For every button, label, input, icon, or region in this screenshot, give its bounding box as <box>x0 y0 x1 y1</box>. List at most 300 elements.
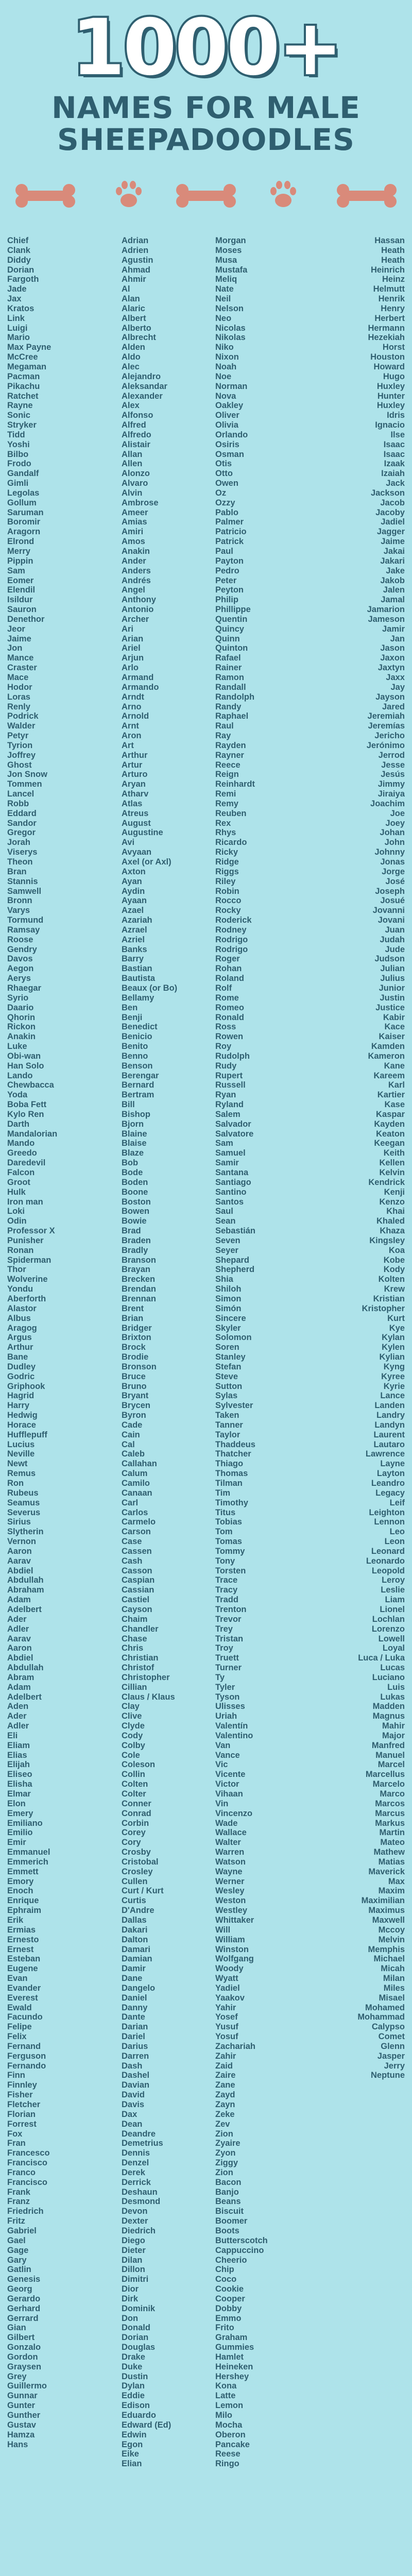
name-item: Rocco <box>215 896 242 906</box>
name-item: Allan <box>122 449 143 459</box>
name-item: Leslie <box>381 1585 405 1595</box>
name-item: Theon <box>7 857 33 867</box>
name-item: Ewald <box>7 2003 32 2012</box>
name-item: Khai <box>386 1207 405 1216</box>
name-item: Brendan <box>122 1284 156 1294</box>
name-item: Falcon <box>7 1168 35 1177</box>
name-item: Amiri <box>122 527 144 537</box>
name-item: Diddy <box>7 255 31 265</box>
name-item: Anakin <box>7 1032 36 1042</box>
name-item: Clyde <box>122 1721 145 1731</box>
name-item: Brent <box>122 1303 144 1313</box>
name-item: Zyaire <box>215 2139 241 2148</box>
name-item: Benji <box>122 1012 143 1022</box>
name-item: Samuel <box>215 1148 246 1158</box>
name-item: Adler <box>7 1624 29 1634</box>
name-item: Kartier <box>377 1090 405 1100</box>
name-item: Quinn <box>215 634 240 643</box>
name-item: Cash <box>122 1556 143 1566</box>
name-item: Egon <box>122 2439 143 2449</box>
name-item: Ader <box>7 1711 27 1721</box>
name-item: Graham <box>215 2333 248 2343</box>
name-item: Tommy <box>215 1546 245 1556</box>
name-item: Ari <box>122 624 133 634</box>
name-item: Braden <box>122 1235 151 1245</box>
name-item: Simon <box>215 1294 242 1303</box>
name-item: Kristian <box>373 1294 405 1303</box>
name-item: Daredevil <box>7 1158 46 1168</box>
name-item: Camilo <box>122 1479 150 1488</box>
name-item: Solomon <box>215 1333 252 1343</box>
name-item: Conner <box>122 1799 151 1808</box>
header <box>0 0 412 232</box>
name-item: Karl <box>388 1080 405 1090</box>
name-item: Reese <box>215 2449 241 2459</box>
name-item: Tobias <box>215 1517 242 1527</box>
name-item: Neptune <box>371 2071 405 2080</box>
name-item: Ratchet <box>7 391 39 401</box>
paw-icon <box>269 179 298 210</box>
name-item: Harry <box>7 1401 30 1411</box>
name-item: Adam <box>7 1682 31 1692</box>
name-item: Gabriel <box>7 2226 37 2235</box>
name-item: Seyer <box>215 1245 238 1255</box>
name-item: Calum <box>122 1469 148 1479</box>
name-item: Lucius <box>7 1439 35 1449</box>
name-item: Alistair <box>122 439 150 449</box>
name-item: Graysen <box>7 2362 42 2371</box>
name-item: John <box>384 838 405 848</box>
name-item: Anthony <box>122 595 156 605</box>
name-item: Craster <box>7 663 37 673</box>
name-item: Valentino <box>215 1731 253 1740</box>
name-item: Jerrod <box>378 750 405 760</box>
name-item: Axton <box>122 867 146 876</box>
name-item: Angel <box>122 585 145 595</box>
name-item: Lautaro <box>373 1439 405 1449</box>
name-item: Lando <box>7 1071 33 1080</box>
name-item: Eomer <box>7 575 34 585</box>
name-item: Kurt <box>387 1313 405 1323</box>
name-item: Ringo <box>215 2459 239 2469</box>
name-item: Remi <box>215 789 236 799</box>
name-item: Kyree <box>381 1371 405 1381</box>
name-item: Palmer <box>215 517 244 527</box>
name-item: Alan <box>122 294 140 304</box>
name-item: Elmar <box>7 1789 31 1799</box>
name-item: Salvador <box>215 1119 251 1129</box>
name-item: Kylo Ren <box>7 1109 44 1119</box>
name-item: Gunter <box>7 2401 36 2411</box>
name-item: Gordon <box>7 2352 38 2362</box>
name-item: Bane <box>7 1352 28 1362</box>
name-item: Aerys <box>7 974 31 984</box>
name-item: Alejandro <box>122 371 161 381</box>
name-item: Miles <box>383 1983 405 1993</box>
name-item: Davis <box>122 2100 145 2109</box>
name-item: Brennan <box>122 1294 156 1303</box>
name-item: Jade <box>7 284 27 294</box>
name-item: Mohammad <box>357 2012 405 2022</box>
name-item: Ameer <box>122 507 148 517</box>
name-item: Megaman <box>7 362 47 371</box>
name-item: Abraham <box>7 1585 44 1595</box>
name-item: Abdiel <box>7 1566 33 1575</box>
name-item: Qhorin <box>7 1012 36 1022</box>
name-item: Kaiser <box>379 1032 405 1042</box>
name-item: Damari <box>122 1944 150 1954</box>
name-item: Quincy <box>215 624 244 634</box>
name-item: Musa <box>215 255 237 265</box>
name-item: Yosef <box>215 2012 238 2022</box>
name-item: Vincenzo <box>215 1808 253 1818</box>
name-item: Shiloh <box>215 1284 242 1294</box>
name-item: Ariel <box>122 643 141 653</box>
name-item: Mandalorian <box>7 1129 58 1139</box>
name-item: Abram <box>7 1672 35 1682</box>
name-item: Fisher <box>7 2090 33 2100</box>
name-item: Dash <box>122 2061 143 2071</box>
name-item: Trey <box>215 1624 233 1634</box>
name-item: Byron <box>122 1411 146 1420</box>
name-item: Aegon <box>7 964 34 974</box>
name-item: Augustine <box>122 828 163 838</box>
name-item: Jason <box>380 643 405 653</box>
name-item: Taken <box>215 1411 239 1420</box>
name-item: Azael <box>122 906 144 916</box>
name-item: Rayner <box>215 750 244 760</box>
name-item: Beaux (or Bo) <box>122 983 178 993</box>
name-item: Douglas <box>122 2343 156 2352</box>
name-item: Everest <box>7 1993 38 2003</box>
name-item: Dax <box>122 2109 138 2119</box>
name-item: Dennis <box>122 2148 150 2158</box>
name-item: Aberforth <box>7 1294 46 1303</box>
name-item: Fernando <box>7 2061 46 2071</box>
name-item: Isaac <box>383 439 405 449</box>
name-item: Meliq <box>215 275 237 284</box>
name-item: Torsten <box>215 1566 246 1575</box>
name-item: José <box>385 876 405 886</box>
name-item: Facundo <box>7 2012 43 2022</box>
name-item: Chandler <box>122 1624 159 1634</box>
name-item: Drake <box>122 2352 145 2362</box>
name-item: Brian <box>122 1313 144 1323</box>
names-column-3 <box>207 236 305 2576</box>
name-item: Felipe <box>7 2022 32 2032</box>
name-item: Sincere <box>215 1313 246 1323</box>
decoration-row <box>0 173 412 214</box>
name-item: Felix <box>7 2032 27 2042</box>
name-item: Samwell <box>7 886 42 896</box>
name-item: Cullen <box>122 1876 148 1886</box>
name-item: Branson <box>122 1255 156 1265</box>
name-item: Peter <box>215 575 237 585</box>
name-item: Maxim <box>378 1886 405 1896</box>
name-item: Alex <box>122 401 140 411</box>
name-item: Hezekiah <box>368 333 405 343</box>
name-item: Elon <box>7 1799 26 1808</box>
name-item: Loras <box>7 692 30 702</box>
name-item: Warren <box>215 1848 245 1857</box>
name-item: Sylvester <box>215 1401 253 1411</box>
name-item: Remy <box>215 799 238 808</box>
name-item: Neo <box>215 313 232 323</box>
name-item: Aaron <box>7 1546 32 1556</box>
name-item: Francisco <box>7 2158 47 2168</box>
name-item: Randall <box>215 682 246 692</box>
name-item: Daniel <box>122 1993 147 2003</box>
name-item: Legacy <box>375 1488 405 1498</box>
name-item: Zaid <box>215 2061 233 2071</box>
name-item: Pedro <box>215 566 239 575</box>
name-item: Professor X <box>7 1226 55 1236</box>
name-item: Tracy <box>215 1585 238 1595</box>
name-item: Denethor <box>7 614 45 624</box>
subtitle-line-1: NAMES FOR MALE <box>52 90 360 125</box>
name-item: Leighton <box>369 1507 405 1517</box>
name-item: Shepard <box>215 1255 250 1265</box>
name-item: Franz <box>7 2197 30 2207</box>
name-item: Peyton <box>215 585 244 595</box>
name-item: Sutton <box>215 1381 243 1391</box>
name-item: Sauron <box>7 605 37 615</box>
name-item: Desmond <box>122 2197 161 2207</box>
name-item: Kase <box>384 1100 405 1110</box>
name-item: Roland <box>215 974 244 984</box>
name-item: Sebastián <box>215 1226 255 1236</box>
name-item: Colby <box>122 1740 145 1750</box>
name-item: Will <box>215 1925 231 1935</box>
name-item: Alvaro <box>122 479 148 488</box>
name-item: Emery <box>7 1808 33 1818</box>
name-item: Renly <box>7 702 30 711</box>
name-item: Eliseo <box>7 1770 32 1780</box>
name-item: Ray <box>215 731 231 741</box>
name-item: Rodney <box>215 925 247 935</box>
name-item: Jamal <box>381 595 405 605</box>
name-item: Herbert <box>374 313 405 323</box>
name-item: Fernand <box>7 2041 41 2051</box>
name-item: Walter <box>215 1838 241 1848</box>
name-item: Whittaker <box>215 1915 254 1925</box>
name-item: Vicente <box>215 1770 246 1780</box>
name-item: Crosby <box>122 1848 151 1857</box>
name-item: Emmett <box>7 1867 39 1876</box>
name-item: Alfonso <box>122 411 153 420</box>
name-item: Alastor <box>7 1303 37 1313</box>
name-item: Abdullah <box>7 1663 44 1673</box>
name-item: Cassian <box>122 1585 154 1595</box>
name-item: Alexander <box>122 391 163 401</box>
name-item: Bertram <box>122 1090 154 1100</box>
name-item: Saruman <box>7 507 44 517</box>
name-item: Chewbacca <box>7 1080 54 1090</box>
name-item: Clay <box>122 1702 140 1711</box>
name-item: Wolfgang <box>215 1954 254 1964</box>
name-item: Case <box>122 1537 142 1547</box>
name-item: Atreus <box>122 808 149 818</box>
name-item: Reign <box>215 770 239 779</box>
name-item: Gustav <box>7 2420 36 2430</box>
name-item: Bradly <box>122 1245 148 1255</box>
name-item: Zion <box>215 2129 233 2139</box>
name-item: Christof <box>122 1663 154 1673</box>
name-item: Kameron <box>368 1051 405 1061</box>
name-item: Emory <box>7 1876 34 1886</box>
name-item: Arnt <box>122 721 139 731</box>
name-item: Christian <box>122 1653 159 1663</box>
name-item: Colten <box>122 1780 148 1789</box>
name-item: Reinhardt <box>215 779 255 789</box>
name-item: Russell <box>215 1080 246 1090</box>
name-item: Evan <box>7 1974 28 1984</box>
name-item: Tidd <box>7 430 25 439</box>
name-item: Dylan <box>122 2381 145 2391</box>
name-item: Mace <box>7 672 29 682</box>
name-item: Casson <box>122 1566 152 1575</box>
name-item: Abdullah <box>7 1575 44 1585</box>
name-item: Ader <box>7 1614 27 1624</box>
name-item: Cole <box>122 1750 140 1760</box>
name-item: Leroy <box>382 1575 405 1585</box>
name-item: Forrest <box>7 2119 37 2129</box>
name-item: Bob <box>122 1158 139 1168</box>
name-item: Frank <box>7 2187 30 2197</box>
name-item: Sirius <box>7 1517 31 1527</box>
name-item: Leonard <box>371 1546 405 1556</box>
name-item: Maxwell <box>372 1915 405 1925</box>
name-item: Jakari <box>380 556 405 566</box>
name-item: Jonas <box>380 857 405 867</box>
name-item: Aragorn <box>7 527 41 537</box>
name-item: Varys <box>7 906 30 916</box>
name-item: Johnny <box>374 848 405 857</box>
name-item: Don <box>122 2313 139 2323</box>
name-item: Spiderman <box>7 1255 52 1265</box>
name-item: August <box>122 818 151 828</box>
name-item: Odin <box>7 1216 27 1226</box>
name-item: Callahan <box>122 1459 157 1469</box>
name-item: Remus <box>7 1469 36 1479</box>
name-item: Osiris <box>215 439 239 449</box>
name-item: Rafael <box>215 653 241 663</box>
name-item: Cal <box>122 1439 135 1449</box>
name-item: Landen <box>374 1401 405 1411</box>
name-item: Blaise <box>122 1139 147 1148</box>
name-item: Hedwig <box>7 1411 38 1420</box>
name-item: Adelbert <box>7 1604 42 1614</box>
name-item: Antonio <box>122 605 154 615</box>
name-item: Oakley <box>215 401 244 411</box>
name-item: Jeremiah <box>367 711 405 721</box>
name-item: Hassan <box>374 236 405 245</box>
name-item: Jon <box>7 643 23 653</box>
name-item: Tilman <box>215 1479 243 1488</box>
name-item: Otto <box>215 469 233 479</box>
name-item: Latte <box>215 2391 236 2401</box>
name-item: Blaine <box>122 1129 147 1139</box>
name-item: Rodrigo <box>215 944 248 954</box>
name-item: Benedict <box>122 1022 158 1032</box>
name-item: Punisher <box>7 1235 44 1245</box>
name-item: Adler <box>7 1721 29 1731</box>
name-item: Rodrigo <box>215 935 248 944</box>
names-column-2 <box>107 236 205 2576</box>
name-item: Quinton <box>215 643 248 653</box>
name-item: Edwin <box>122 2430 147 2439</box>
name-item: Dean <box>122 2119 143 2129</box>
name-item: Rhaegar <box>7 983 42 993</box>
subtitle-line-2: SHEEPADOODLES <box>57 122 355 157</box>
name-item: Jasper <box>377 2051 405 2061</box>
name-item: Kylen <box>382 1343 405 1352</box>
name-item: Landyn <box>374 1420 405 1430</box>
name-item: Shepherd <box>215 1265 255 1275</box>
name-item: Tradd <box>215 1595 238 1605</box>
name-item: Jay <box>390 682 405 692</box>
name-item: Howard <box>373 362 405 371</box>
name-item: Bran <box>7 867 27 876</box>
name-item: Mando <box>7 1139 35 1148</box>
name-item: Argus <box>7 1333 32 1343</box>
name-item: Guillermo <box>7 2381 47 2391</box>
name-item: Emiliano <box>7 1818 43 1828</box>
name-item: Memphis <box>368 1944 405 1954</box>
name-item: Salvatore <box>215 1129 254 1139</box>
name-item: Orlando <box>215 430 248 439</box>
name-item: Lucas <box>380 1663 405 1673</box>
name-item: Trace <box>215 1575 238 1585</box>
name-item: Uriah <box>215 1711 237 1721</box>
name-item: Yahir <box>215 2003 236 2012</box>
name-item: Eike <box>122 2449 139 2459</box>
name-item: Brock <box>122 1343 146 1352</box>
name-item: Avyaan <box>122 848 152 857</box>
name-item: Riggs <box>215 867 239 876</box>
name-item: Reece <box>215 760 241 770</box>
name-item: Jerry <box>384 2061 405 2071</box>
name-item: Ilse <box>390 430 405 439</box>
name-item: Gonzalo <box>7 2343 41 2352</box>
name-item: Benno <box>122 1051 148 1061</box>
name-item: Kylan <box>382 1333 405 1343</box>
name-item: Ridge <box>215 857 239 867</box>
name-item: Dorian <box>122 2333 149 2343</box>
name-item: Walder <box>7 721 36 731</box>
name-item: Jamir <box>382 624 405 634</box>
name-item: Dimitri <box>122 2275 149 2284</box>
name-item: Newt <box>7 1459 28 1469</box>
name-item: Heinrich <box>370 265 405 275</box>
name-item: Benson <box>122 1061 153 1071</box>
name-item: Yondu <box>7 1284 33 1294</box>
name-item: Nelson <box>215 303 244 313</box>
name-item: Seamus <box>7 1498 40 1507</box>
name-item: Thaddeus <box>215 1439 255 1449</box>
name-item: Anders <box>122 566 151 575</box>
name-item: Mccoy <box>378 1925 405 1935</box>
name-item: Rayne <box>7 401 33 411</box>
name-item: Carson <box>122 1527 151 1537</box>
name-item: Joffrey <box>7 750 36 760</box>
name-item: Jeremías <box>368 721 405 731</box>
name-item: Samir <box>215 1158 239 1168</box>
name-item: Osman <box>215 449 244 459</box>
page-title: 1000+ <box>71 3 341 93</box>
name-item: Kelvin <box>379 1168 405 1177</box>
name-item: Coleson <box>122 1760 156 1770</box>
